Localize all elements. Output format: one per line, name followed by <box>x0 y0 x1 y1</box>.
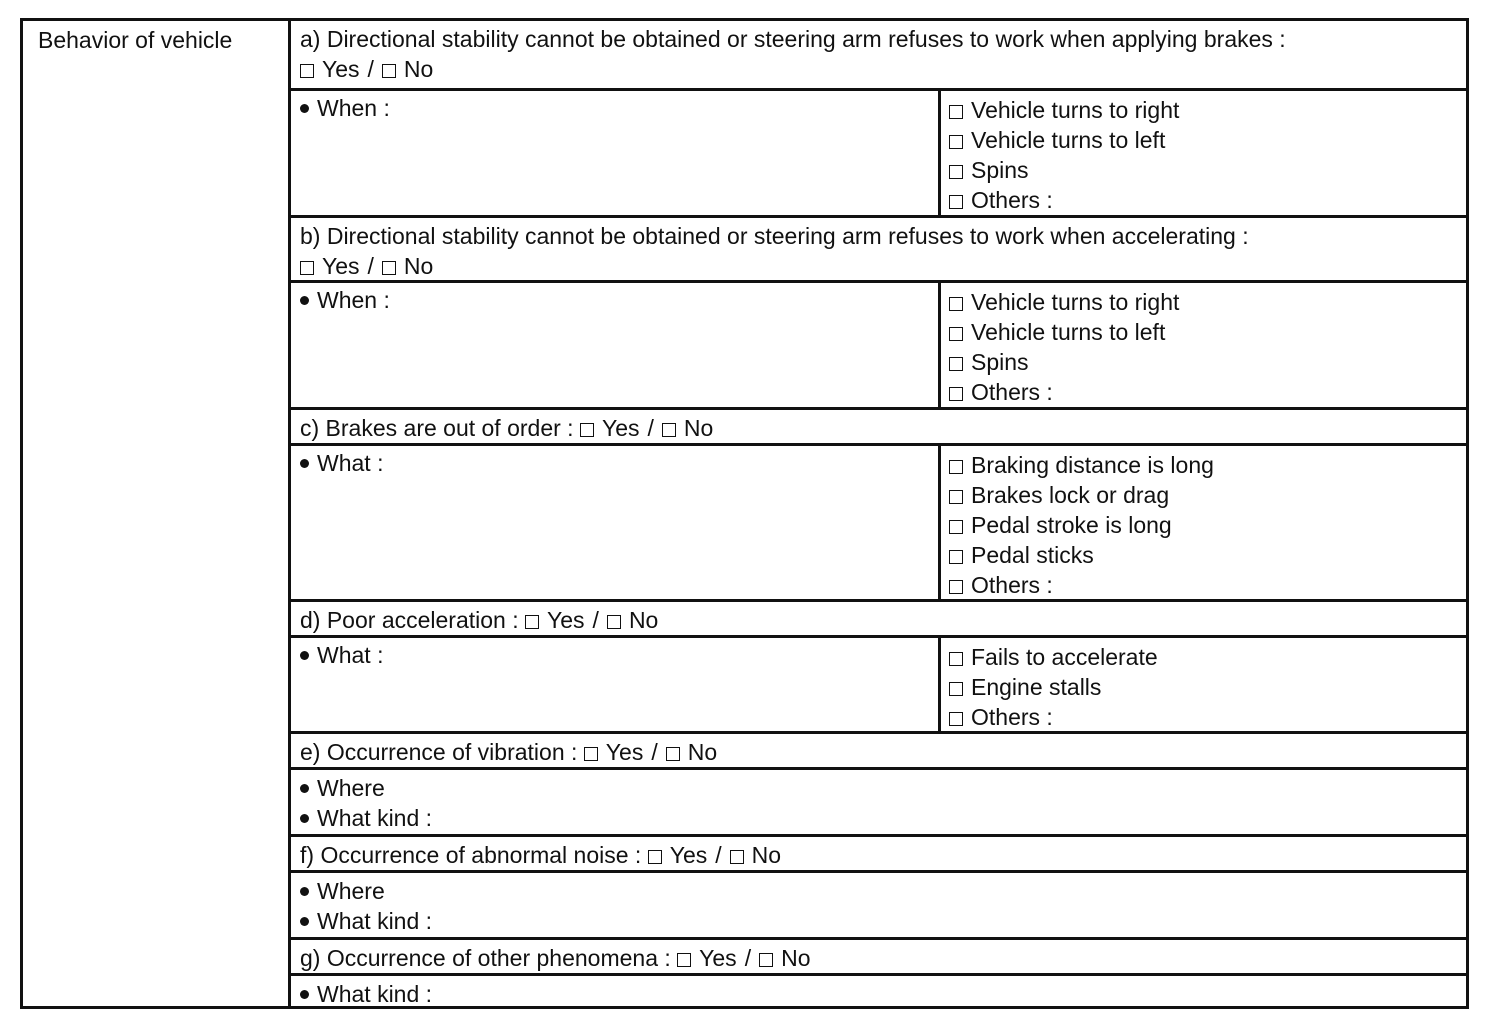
option-label: Spins <box>971 349 1029 375</box>
option-label: Fails to accelerate <box>971 644 1158 670</box>
option-label: Others : <box>971 379 1053 405</box>
question-f-details-row[interactable] <box>291 873 1466 940</box>
yes-label: Yes <box>322 56 360 82</box>
question-b-when-field[interactable] <box>291 283 941 407</box>
question-c-what-field[interactable] <box>291 446 941 599</box>
yes-label: Yes <box>322 253 360 279</box>
detail-where <box>300 876 1457 906</box>
option-brakes-lock-or-drag <box>949 480 1458 510</box>
question-g-line <box>300 943 1457 973</box>
bullet-icon <box>300 917 309 926</box>
option-checkbox[interactable] <box>949 135 963 149</box>
detail-label: What kind : <box>317 908 433 934</box>
question-f-row <box>291 837 1466 873</box>
question-d-text: d) Poor acceleration : <box>300 607 519 633</box>
question-f-line <box>300 840 1457 870</box>
option-label: Vehicle turns to right <box>971 289 1180 315</box>
slash-separator: / <box>367 253 374 279</box>
option-checkbox[interactable] <box>949 297 963 311</box>
option-vehicle-turns-left <box>949 125 1458 155</box>
question-f-text: f) Occurrence of abnormal noise : <box>300 842 642 868</box>
question-b-answer <box>300 251 1457 281</box>
option-checkbox[interactable] <box>949 652 963 666</box>
no-label: No <box>403 253 434 279</box>
bullet-icon <box>300 651 309 660</box>
question-b-details-row <box>291 283 1466 410</box>
question-e-details-row[interactable] <box>291 770 1466 837</box>
question-a-text: a) Directional stability cannot be obtained or steering arm refuses to work when applying brakes : <box>300 26 1286 52</box>
question-e-yes-checkbox[interactable] <box>584 747 598 761</box>
question-d-details-row <box>291 638 1466 734</box>
question-c-yes-checkbox[interactable] <box>580 423 594 437</box>
option-pedal-sticks <box>949 540 1458 570</box>
option-checkbox[interactable] <box>949 165 963 179</box>
option-label: Engine stalls <box>971 674 1102 700</box>
option-label: Others : <box>971 187 1053 213</box>
detail-label: What kind : <box>317 981 433 1007</box>
question-b-yes-checkbox[interactable] <box>300 261 314 275</box>
yes-label: Yes <box>699 945 737 971</box>
question-g-row <box>291 940 1466 976</box>
option-checkbox[interactable] <box>949 490 963 504</box>
detail-what-kind <box>300 803 1457 833</box>
bullet-icon <box>300 296 309 305</box>
bullet-icon <box>300 887 309 896</box>
option-label: Spins <box>971 157 1029 183</box>
question-d-no-checkbox[interactable] <box>607 615 621 629</box>
question-a-yes-checkbox[interactable] <box>300 64 314 78</box>
option-checkbox[interactable] <box>949 712 963 726</box>
detail-where <box>300 773 1457 803</box>
when-label: When : <box>317 287 390 313</box>
question-f-yes-checkbox[interactable] <box>648 850 662 864</box>
bullet-icon <box>300 990 309 999</box>
option-checkbox[interactable] <box>949 195 963 209</box>
option-others <box>949 570 1458 600</box>
option-label: Others : <box>971 572 1053 598</box>
question-c-text: c) Brakes are out of order : <box>300 415 574 441</box>
option-checkbox[interactable] <box>949 460 963 474</box>
question-d-line <box>300 605 1457 635</box>
detail-label: What kind : <box>317 805 433 831</box>
form-content <box>291 21 1466 1006</box>
when-label: When : <box>317 95 390 121</box>
question-a-no-checkbox[interactable] <box>382 64 396 78</box>
question-b-options <box>941 283 1466 407</box>
option-pedal-stroke-long <box>949 510 1458 540</box>
question-d-what-field[interactable] <box>291 638 941 731</box>
option-label: Pedal stroke is long <box>971 512 1172 538</box>
slash-separator: / <box>715 842 722 868</box>
question-a-details-row <box>291 91 1466 218</box>
slash-separator: / <box>647 415 654 441</box>
option-label: Others : <box>971 704 1053 730</box>
question-g-yes-checkbox[interactable] <box>677 953 691 967</box>
bullet-icon <box>300 459 309 468</box>
bullet-icon <box>300 814 309 823</box>
option-vehicle-turns-left <box>949 317 1458 347</box>
option-others <box>949 702 1458 732</box>
what-label: What : <box>317 450 384 476</box>
question-d-row <box>291 602 1466 638</box>
option-others <box>949 377 1458 407</box>
slash-separator: / <box>592 607 599 633</box>
option-vehicle-turns-right <box>949 95 1458 125</box>
no-label: No <box>687 739 718 765</box>
slash-separator: / <box>367 56 374 82</box>
question-e-line <box>300 737 1457 767</box>
question-g-details-row[interactable] <box>291 976 1466 1009</box>
option-checkbox[interactable] <box>949 580 963 594</box>
option-spins <box>949 347 1458 377</box>
option-spins <box>949 155 1458 185</box>
question-c-line <box>300 413 1457 443</box>
question-c-details-row <box>291 446 1466 602</box>
question-a-row <box>291 21 1466 91</box>
yes-label: Yes <box>547 607 585 633</box>
option-label: Vehicle turns to right <box>971 97 1180 123</box>
bullet-icon <box>300 784 309 793</box>
option-label: Vehicle turns to left <box>971 127 1166 153</box>
question-a-answer <box>300 54 1457 84</box>
no-label: No <box>403 56 434 82</box>
option-checkbox[interactable] <box>949 682 963 696</box>
option-checkbox[interactable] <box>949 387 963 401</box>
bullet-icon <box>300 104 309 113</box>
option-checkbox[interactable] <box>949 327 963 341</box>
question-c-row <box>291 410 1466 446</box>
slash-separator: / <box>744 945 752 971</box>
option-others <box>949 185 1458 215</box>
option-vehicle-turns-right <box>949 287 1458 317</box>
vehicle-behavior-form <box>20 18 1469 1009</box>
detail-what-kind <box>300 979 1457 1009</box>
no-label: No <box>683 415 714 441</box>
question-e-no-checkbox[interactable] <box>666 747 680 761</box>
option-label: Brakes lock or drag <box>971 482 1170 508</box>
option-engine-stalls <box>949 672 1458 702</box>
question-d-yes-checkbox[interactable] <box>525 615 539 629</box>
no-label: No <box>751 842 782 868</box>
question-b-row <box>291 218 1466 283</box>
question-b-text: b) Directional stability cannot be obtained or steering arm refuses to work when accelerating : <box>300 223 1249 249</box>
question-c-options <box>941 446 1466 599</box>
question-b-no-checkbox[interactable] <box>382 261 396 275</box>
detail-what-kind <box>300 906 1457 936</box>
option-label: Braking distance is long <box>971 452 1214 478</box>
question-g-no-checkbox[interactable] <box>759 953 773 967</box>
yes-label: Yes <box>669 842 708 868</box>
yes-label: Yes <box>601 415 640 441</box>
question-g-text: g) Occurrence of other phenomena : <box>300 945 671 971</box>
yes-label: Yes <box>605 739 644 765</box>
option-checkbox[interactable] <box>949 520 963 534</box>
option-label: Vehicle turns to left <box>971 319 1166 345</box>
no-label: No <box>781 945 811 971</box>
question-e-text: e) Occurrence of vibration : <box>300 739 578 765</box>
detail-label: Where <box>317 878 385 904</box>
question-a-when-field[interactable] <box>291 91 941 215</box>
option-braking-distance-long <box>949 450 1458 480</box>
question-e-row <box>291 734 1466 770</box>
question-a-options <box>941 91 1466 215</box>
option-label: Pedal sticks <box>971 542 1094 568</box>
no-label: No <box>628 607 659 633</box>
question-f-no-checkbox[interactable] <box>730 850 744 864</box>
option-fails-to-accelerate <box>949 642 1458 672</box>
what-label: What : <box>317 642 384 668</box>
option-checkbox[interactable] <box>949 105 963 119</box>
option-checkbox[interactable] <box>949 357 963 371</box>
section-label: Behavior of vehicle <box>23 21 291 1006</box>
question-c-no-checkbox[interactable] <box>662 423 676 437</box>
question-d-options <box>941 638 1466 731</box>
slash-separator: / <box>651 739 658 765</box>
option-checkbox[interactable] <box>949 550 963 564</box>
detail-label: Where <box>317 775 385 801</box>
